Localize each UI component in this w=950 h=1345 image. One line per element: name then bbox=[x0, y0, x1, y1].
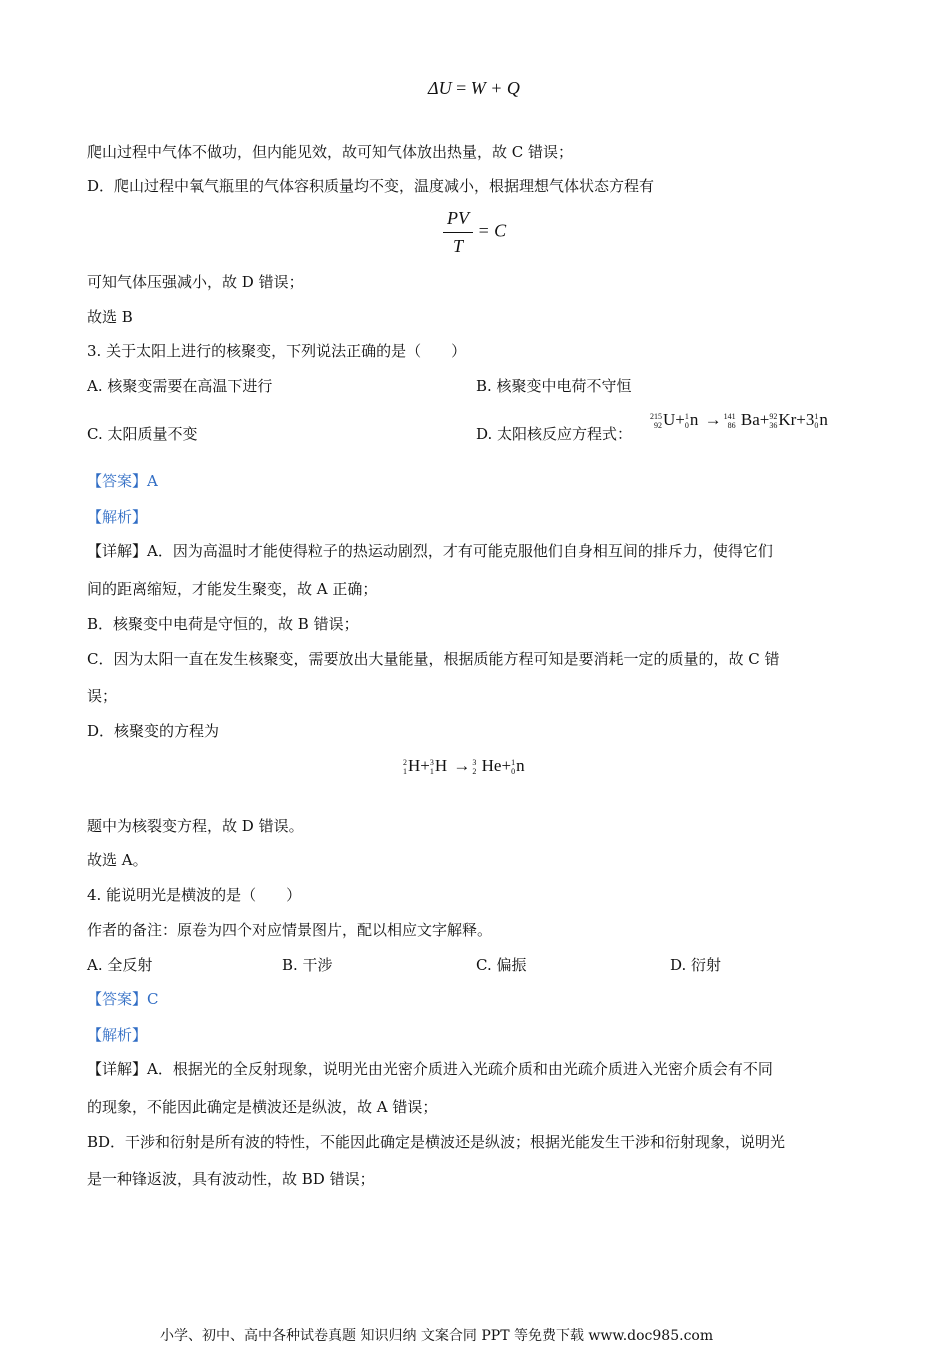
question-stem: 4. 能说明光是横波的是（ ） bbox=[87, 886, 302, 904]
option-b: B. 干涉 bbox=[282, 956, 333, 974]
equation-ideal-gas bbox=[443, 208, 506, 257]
equation-lhs: ΔU bbox=[428, 78, 452, 98]
option-a: A. 核聚变需要在高温下进行 bbox=[87, 377, 273, 395]
paragraph: 可知气体压强减小，故 D 错误； bbox=[87, 273, 304, 291]
detail-line: 【详解】A．根据光的全反射现象，说明光由光密介质进入光疏介质和由光疏介质进入光密介质会有不同 bbox=[87, 1060, 773, 1078]
answer-label: 【答案】A bbox=[87, 472, 158, 490]
equation-rhs: = C bbox=[477, 220, 507, 241]
question-stem: 3. 关于太阳上进行的核聚变，下列说法正确的是（ ） bbox=[87, 342, 467, 360]
detail-line: 【详解】A．因为高温时才能使得粒子的热运动剧烈，才有可能克服他们自身相互间的排斥力，使得它们 bbox=[87, 542, 773, 560]
page-footer: 小学、初中、高中各种试卷真题 知识归纳 文案合同 PPT 等免费下载 www.doc985.com bbox=[160, 1328, 714, 1344]
detail-line: D．核聚变的方程为 bbox=[87, 722, 220, 740]
option-d: D. 衍射 bbox=[670, 956, 722, 974]
fusion-equation: 2 1 H+ 3 1 H → 3 2 He+ 1 0 n bbox=[403, 756, 525, 777]
fraction-denominator: T bbox=[452, 236, 463, 256]
analysis-label: 【解析】 bbox=[87, 1026, 148, 1044]
option-a: A. 全反射 bbox=[87, 956, 153, 974]
option-b: B. 核聚变中电荷不守恒 bbox=[476, 377, 632, 395]
detail-line: 的现象，不能因此确定是横波还是纵波，故 A 错误； bbox=[87, 1098, 438, 1116]
option-c: C. 偏振 bbox=[476, 956, 527, 974]
detail-line: 间的距离缩短，才能发生聚变，故 A 正确； bbox=[87, 580, 378, 598]
detail-line: 误； bbox=[87, 687, 118, 705]
option-c: C. 太阳质量不变 bbox=[87, 425, 198, 443]
fission-equation: 215 92 U+ 1 0 n → 141 86 Ba+ 92 36 Kr+3 1 0 n bbox=[650, 410, 828, 431]
detail-line: 题中为核裂变方程，故 D 错误。 bbox=[87, 817, 304, 835]
detail-line: BD．干涉和衍射是所有波的特性，不能因此确定是横波还是纵波；根据光能发生干涉和衍射现象，说明光 bbox=[87, 1133, 786, 1151]
fraction-numerator: PV bbox=[443, 208, 473, 233]
detail-line: 是一种锋返波，具有波动性，故 BD 错误； bbox=[87, 1170, 375, 1188]
paragraph: 故选 B bbox=[87, 308, 133, 326]
answer-label: 【答案】C bbox=[87, 990, 159, 1008]
detail-line: B．核聚变中电荷是守恒的，故 B 错误； bbox=[87, 615, 359, 633]
option-d bbox=[476, 424, 632, 444]
option-d-label: D. 太阳核反应方程式： bbox=[476, 425, 633, 443]
paragraph: D．爬山过程中氧气瓶里的气体容积质量均不变，温度减小，根据理想气体状态方程有 bbox=[87, 177, 655, 195]
author-note: 作者的备注：原卷为四个对应情景图片，配以相应文字解释。 bbox=[87, 921, 493, 939]
equation-energy: ΔU = W + Q bbox=[428, 78, 520, 98]
detail-line: 故选 A。 bbox=[87, 851, 148, 869]
analysis-label: 【解析】 bbox=[87, 508, 148, 526]
equation-rhs: W + Q bbox=[470, 78, 520, 98]
paragraph: 爬山过程中气体不做功，但内能见效，故可知气体放出热量，故 C 错误； bbox=[87, 143, 574, 161]
detail-line: C．因为太阳一直在发生核聚变，需要放出大量能量，根据质能方程可知是要消耗一定的质量的，故 C 错 bbox=[87, 650, 780, 668]
